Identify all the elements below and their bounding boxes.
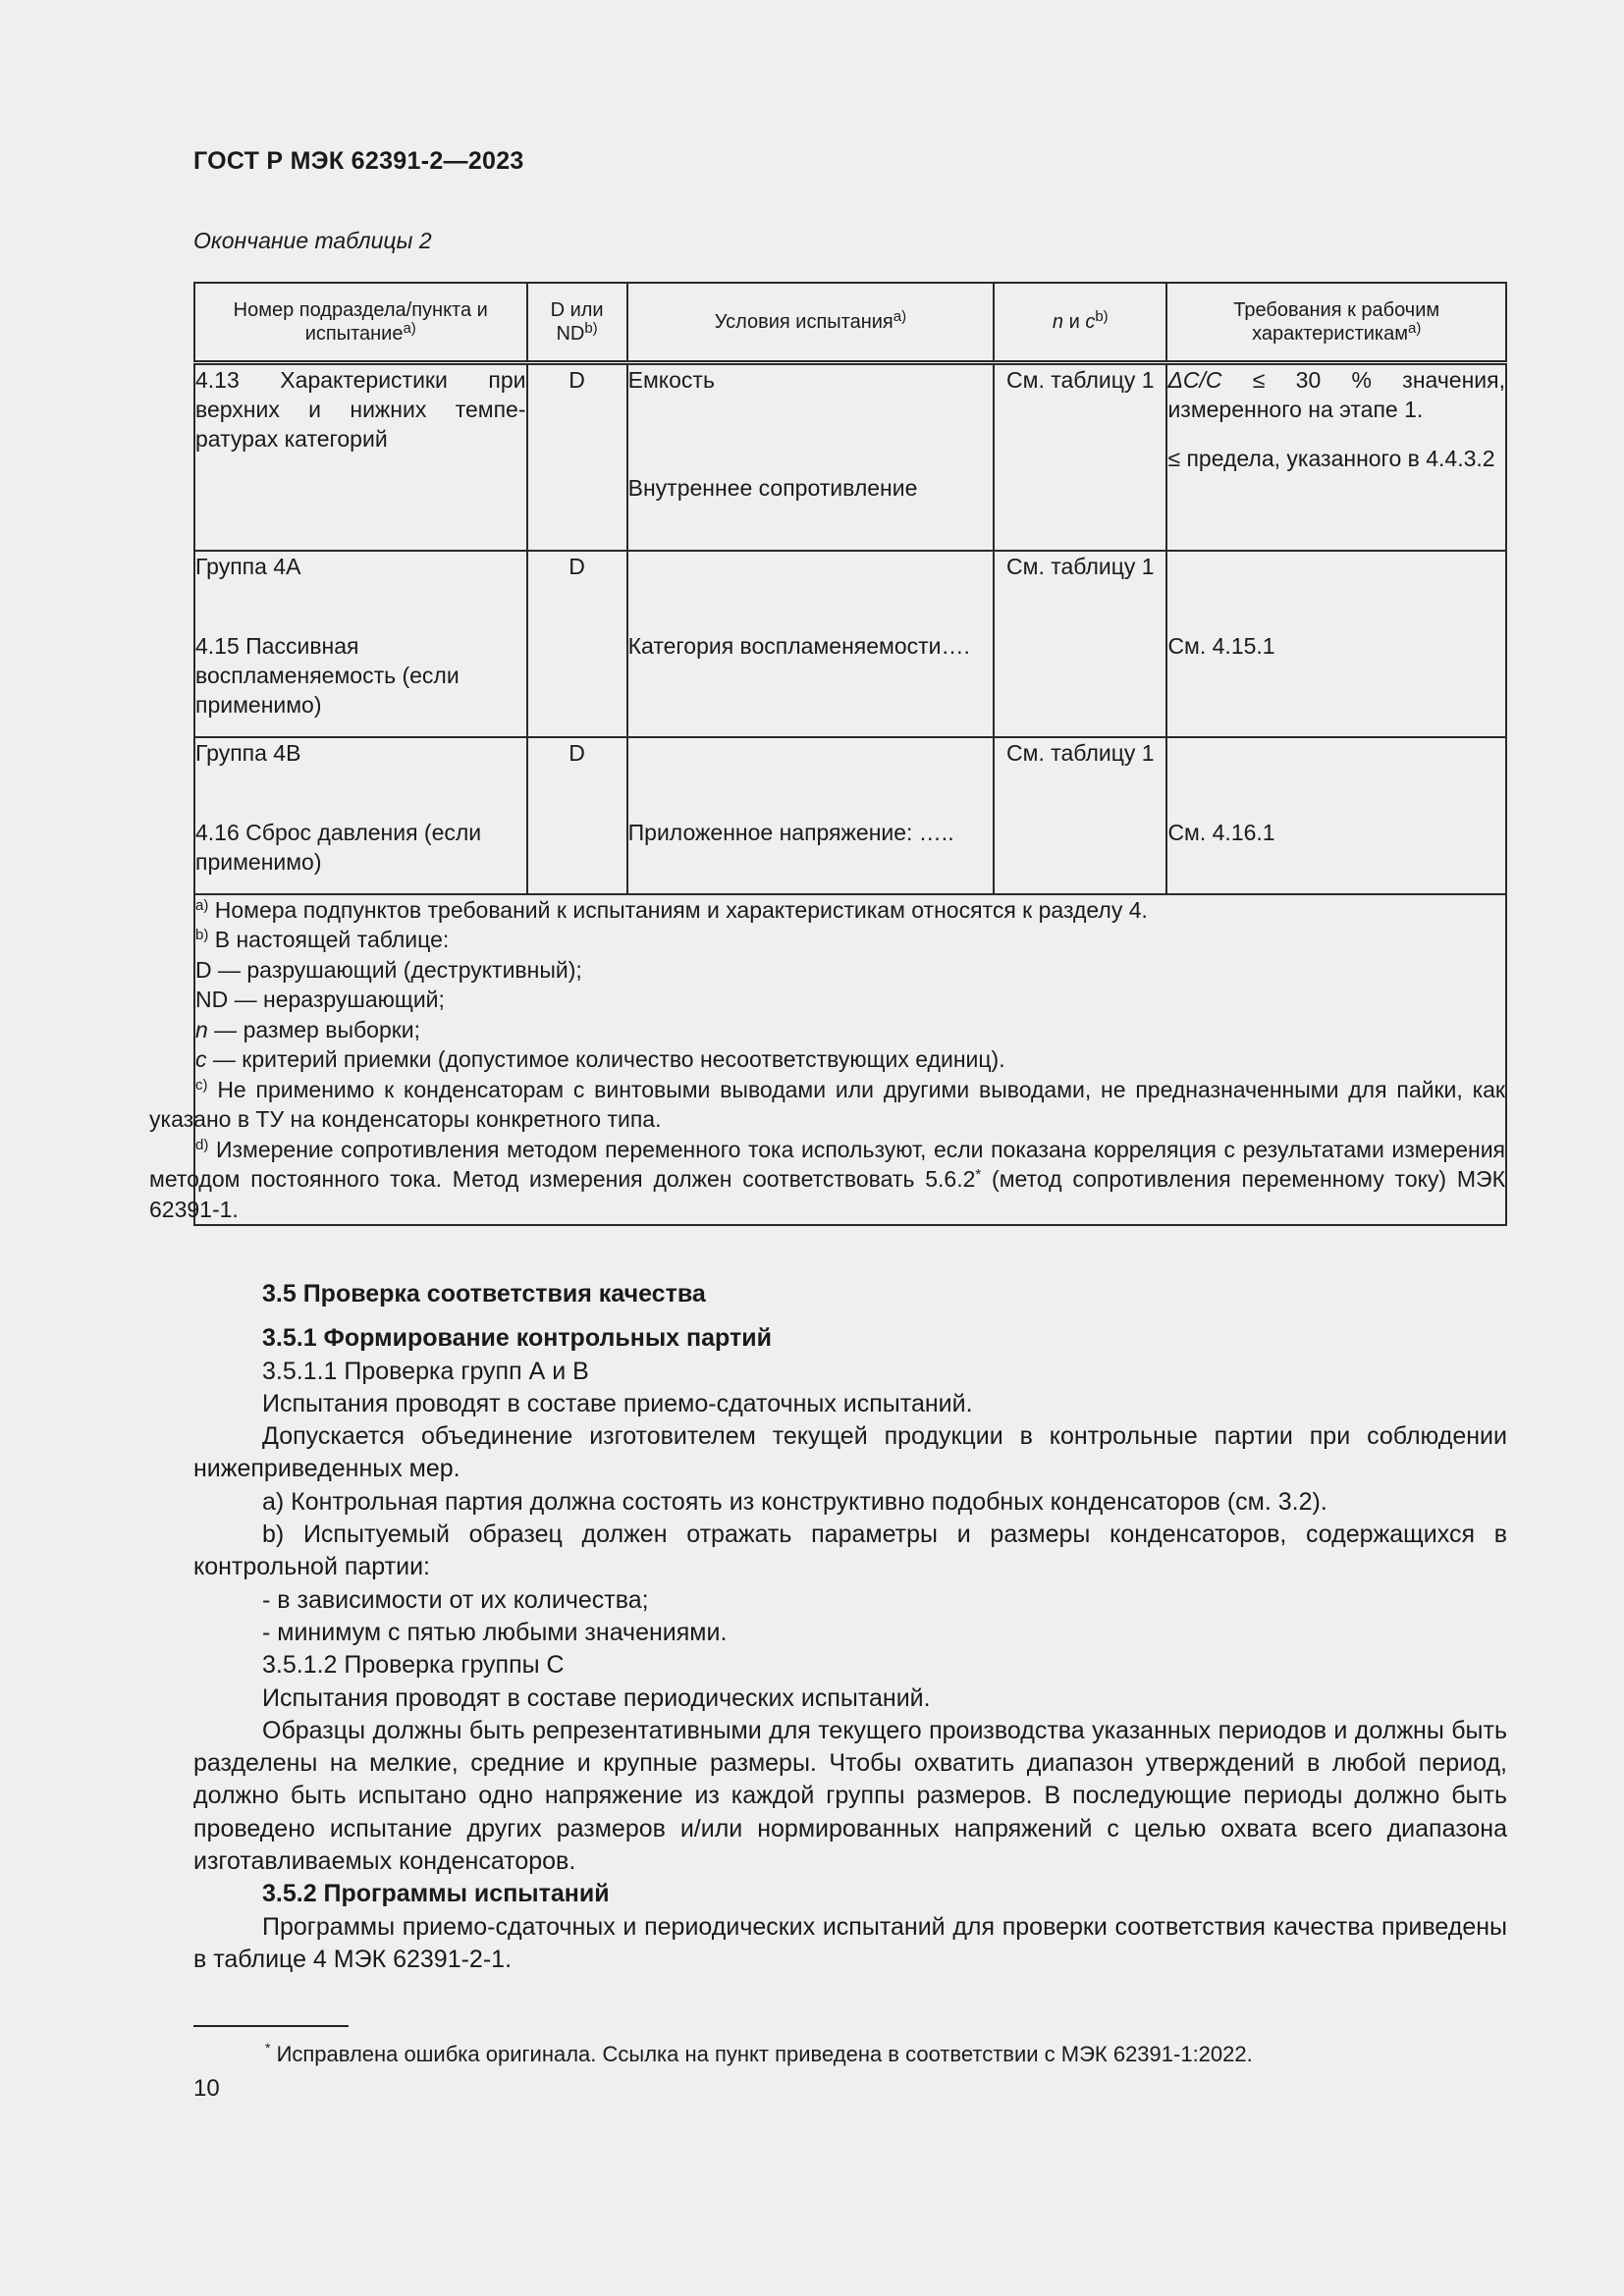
note-b2: ND — неразрушающий; xyxy=(195,987,445,1012)
note-d: $^{d)}$ Измерение сопротивления методом переменного тока используют, если показана корреляция с результатами измерения методом постоянного тока. Метод измерения должен соответствовать 5.6.2* (метод сопротивления переменному току) МЭК 62391-1. xyxy=(149,1136,1506,1222)
paragraph: Испытания проводят в составе приемо-сдаточных испытаний. xyxy=(262,1389,973,1417)
document-header: ГОСТ Р МЭК 62391-2—2023 xyxy=(193,147,524,175)
test-table xyxy=(149,282,1507,1226)
cell-conditions-empty xyxy=(627,737,995,816)
header-section-number: Номер подраздела/пункта и испытание$^{a)}$ xyxy=(194,283,527,363)
cell-n-c: См. таблицу 1 xyxy=(994,551,1166,629)
cell-conditions: Категория воспламеняемости…. xyxy=(627,629,995,737)
cell-conditions: Приложенное напряжение: ….. xyxy=(627,816,995,894)
paragraph: a) Контрольная партия должна состоять из конструктивно подобных конденсаторов (см. 3.2). xyxy=(262,1487,1327,1516)
paragraph: b) Испытуемый образец должен отражать параметры и размеры конденсаторов, содержащихся в контрольной партии: xyxy=(193,1521,1507,1581)
note-a: $^{a)}$ Номера подпунктов требований к испытаниям и характеристикам относятся к разделу 4. xyxy=(195,896,1148,923)
header-test-conditions: Условия испытания$^{a)}$ xyxy=(627,283,995,363)
page-number: 10 xyxy=(193,2075,220,2102)
cell-section: 4.15 Пассивная воспламеняемость (если применимо) xyxy=(194,629,527,737)
cell-requirements: См. 4.15.1 xyxy=(1166,629,1506,737)
cell-d-nd: D xyxy=(527,737,627,816)
footnote-divider xyxy=(193,2025,349,2027)
cell-n-c: См. таблицу 1 xyxy=(994,363,1166,551)
cell-n-c-empty xyxy=(994,629,1166,737)
table-row xyxy=(194,816,1506,894)
section-heading-3-5-1: 3.5.1 Формирование контрольных партий xyxy=(262,1324,772,1353)
header-performance-requirements: Требования к рабочим характеристикам$^{a)}$ xyxy=(1166,283,1506,363)
body-text xyxy=(193,1278,1507,1976)
list-item: - в зависимости от их количества; xyxy=(262,1585,649,1614)
cell-section: 4.16 Сброс давления (если применимо) xyxy=(194,816,527,894)
table-caption: Окончание таблицы 2 xyxy=(193,228,432,253)
note-b4: c — критерий приемки (допустимое количество несоответствующих единиц). xyxy=(195,1046,1005,1072)
note-b: $^{b)}$ В настоящей таблице: xyxy=(195,927,450,952)
table-header-row xyxy=(194,283,1506,363)
note-c: $^{c)}$ Не применимо к конденсаторам с винтовыми выводами или другими выводами, не предназначенными для пайки, как указано в ТУ на конденсаторы конкретного типа. xyxy=(149,1076,1505,1132)
table-row xyxy=(194,629,1506,737)
cell-d-nd-empty xyxy=(527,816,627,894)
table-row xyxy=(194,737,1506,816)
cell-group: Группа 4A xyxy=(194,551,527,629)
cell-n-c: См. таблицу 1 xyxy=(994,737,1166,816)
table-row xyxy=(194,363,1506,551)
cell-requirements: См. 4.16.1 xyxy=(1166,816,1506,894)
section-heading-3-5: 3.5 Проверка соответствия качества xyxy=(262,1280,706,1308)
paragraph: Допускается объединение изготовителем текущей продукции в контрольные партии при соблюдении нижеприведенных мер. xyxy=(193,1422,1507,1483)
header-n-and-c: n и $c^{b)}$ xyxy=(994,283,1166,363)
cell-d-nd-empty xyxy=(527,629,627,737)
cell-group: Группа 4B xyxy=(194,737,527,816)
cell-d-nd: D xyxy=(527,363,627,551)
paragraph: Испытания проводят в составе периодических испытаний. xyxy=(262,1683,931,1712)
cell-conditions: Емкость Внутреннее сопротивление xyxy=(627,363,995,551)
table-notes xyxy=(149,894,1506,1226)
cell-requirements-empty xyxy=(1166,551,1506,629)
cell-requirements-empty xyxy=(1166,737,1506,816)
table-notes-row xyxy=(194,894,1506,1226)
paragraph: Образцы должны быть репрезентативными для текущего производства указанных периодов и должны быть разделены на мелкие, средние и крупные размеры. Чтобы охватить диапазон утверждений в любой период, должно быть испытано одно напряжение из каждой группы размеров. В последующие периоды должно быть проведено испытание других размеров и/или нормированных напряжений с целью охвата всего диапазона изготавливаемых конденсаторов. xyxy=(193,1716,1507,1876)
header-d-or-nd: D или ND$^{b)}$ xyxy=(527,283,627,363)
paragraph: 3.5.1.2 Проверка группы С xyxy=(262,1651,565,1680)
cell-requirements: ΔC/C ≤ 30 % значения, измеренного на этапе 1. ≤ предела, указанного в 4.4.3.2 xyxy=(1166,363,1506,551)
note-b1: D — разрушающий (деструктивный); xyxy=(195,956,582,983)
cell-conditions-empty xyxy=(627,551,995,629)
cell-section: 4.13 Характеристики при верхних и нижних температурах категорий xyxy=(194,363,527,551)
footnote: * Исправлена ошибка оригинала. Ссылка на пункт приведена в соответствии с МЭК 62391-1:2022. xyxy=(265,2040,1253,2066)
cell-n-c-empty xyxy=(994,816,1166,894)
paragraph: 3.5.1.1 Проверка групп А и В xyxy=(262,1357,589,1385)
section-heading-3-5-2: 3.5.2 Программы испытаний xyxy=(262,1880,610,1908)
table-row xyxy=(194,551,1506,629)
list-item: - минимум с пятью любыми значениями. xyxy=(262,1618,728,1646)
cell-d-nd: D xyxy=(527,551,627,629)
paragraph: Программы приемо-сдаточных и периодических испытаний для проверки соответствия качества приведены в таблице 4 МЭК 62391-2-1. xyxy=(193,1912,1507,1973)
note-b3: n — размер выборки; xyxy=(195,1016,421,1042)
